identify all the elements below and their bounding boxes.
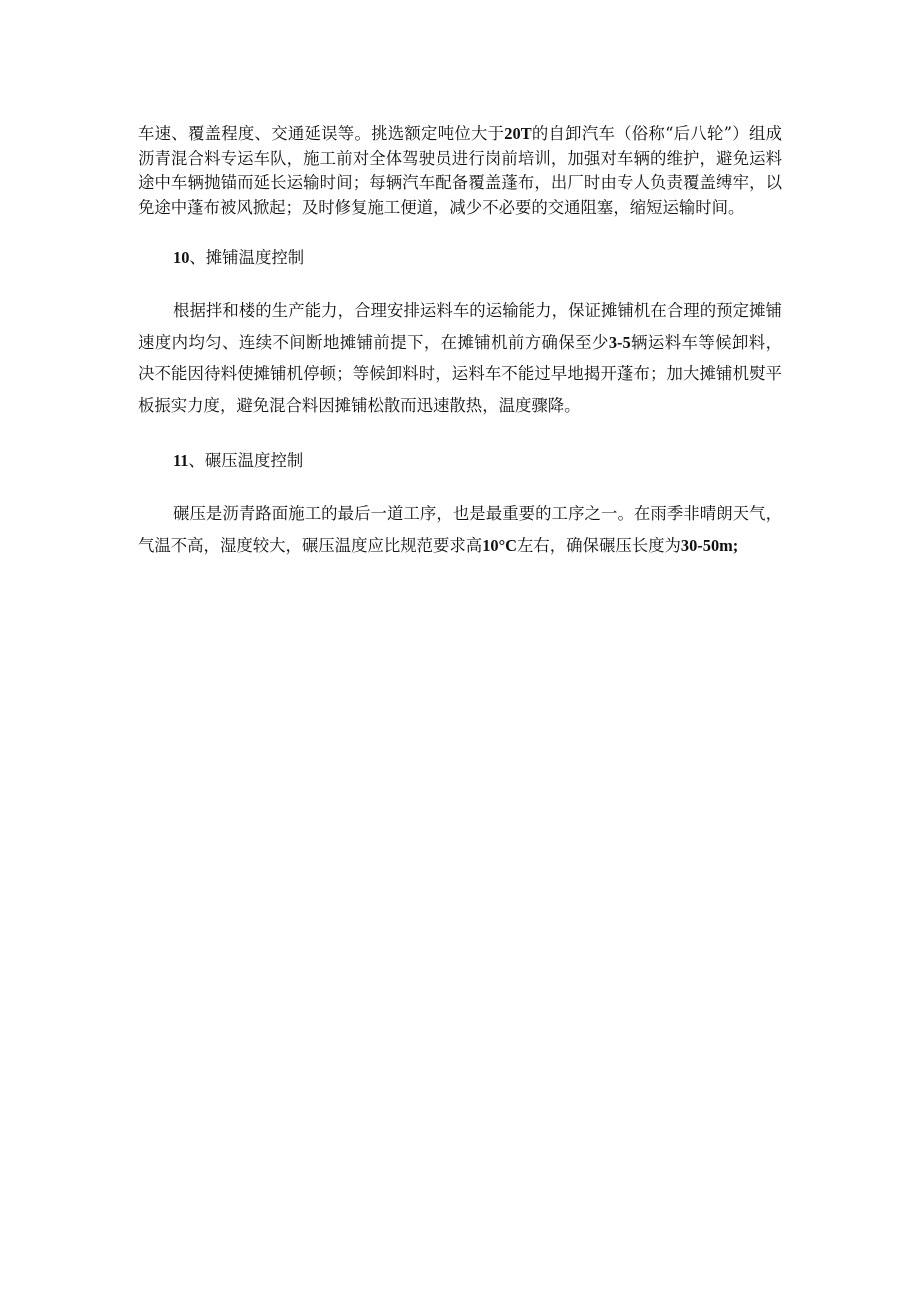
truck-count-value: 3-5 [608,332,631,352]
section-heading-10 [173,248,304,268]
paragraph-text: 左右，确保碾压长度为 [517,535,681,555]
compaction-length-value: 30-50m; [680,535,739,555]
paragraph-text: 辆运料车等候卸料，决不能因待料使摊铺机停顿；等候卸料时，运料车不能过早地揭开蓬布；加大摊铺机熨平板振实力度，避免混合料因摊铺松散而迅速散热，温度骤降。 [138,332,783,415]
paragraph-text: 的自卸汽车（俗称“后八轮”）组成沥青混合料专运车队，施工前对全体驾驶员进行岗前培训，加强对车辆的维护，避免运料途中车辆抛锚而延长运输时间；每辆汽车配备覆盖蓬布，出厂时由专人负责覆盖缚牢，以免途中蓬布被风掀起；及时修复施工便道，减少不必要的交通阻塞，缩短运输时间。 [138,124,782,217]
section-title: 、碾压温度控制 [188,451,304,470]
paragraph-text: 车速、覆盖程度、交通延误等。挑选额定吨位大于 [138,124,505,143]
section-number: 10 [173,248,190,267]
paragraph-text: 根据拌和楼的生产能力，合理安排运料车的运输能力，保证摊铺机在合理的预定摊铺速度内均匀、连续不间断地摊铺前提下，在摊铺机前方确保至少 [138,301,782,352]
paragraph-text: 碾压是沥青路面施工的最后一道工序，也是最重要的工序之一。在雨季非晴朗天气，气温不高，湿度较大，碾压温度应比规范要求高 [138,504,782,555]
paragraph-paving-temperature [138,295,782,421]
section-number: 11 [173,451,189,470]
tonnage-value: 20T [504,124,532,143]
paragraph-compaction-temperature [138,498,782,561]
temperature-value: 10°C [482,535,517,555]
section-title: 、摊铺温度控制 [189,248,305,267]
section-heading-11 [173,451,303,471]
paragraph-transport [138,122,782,220]
